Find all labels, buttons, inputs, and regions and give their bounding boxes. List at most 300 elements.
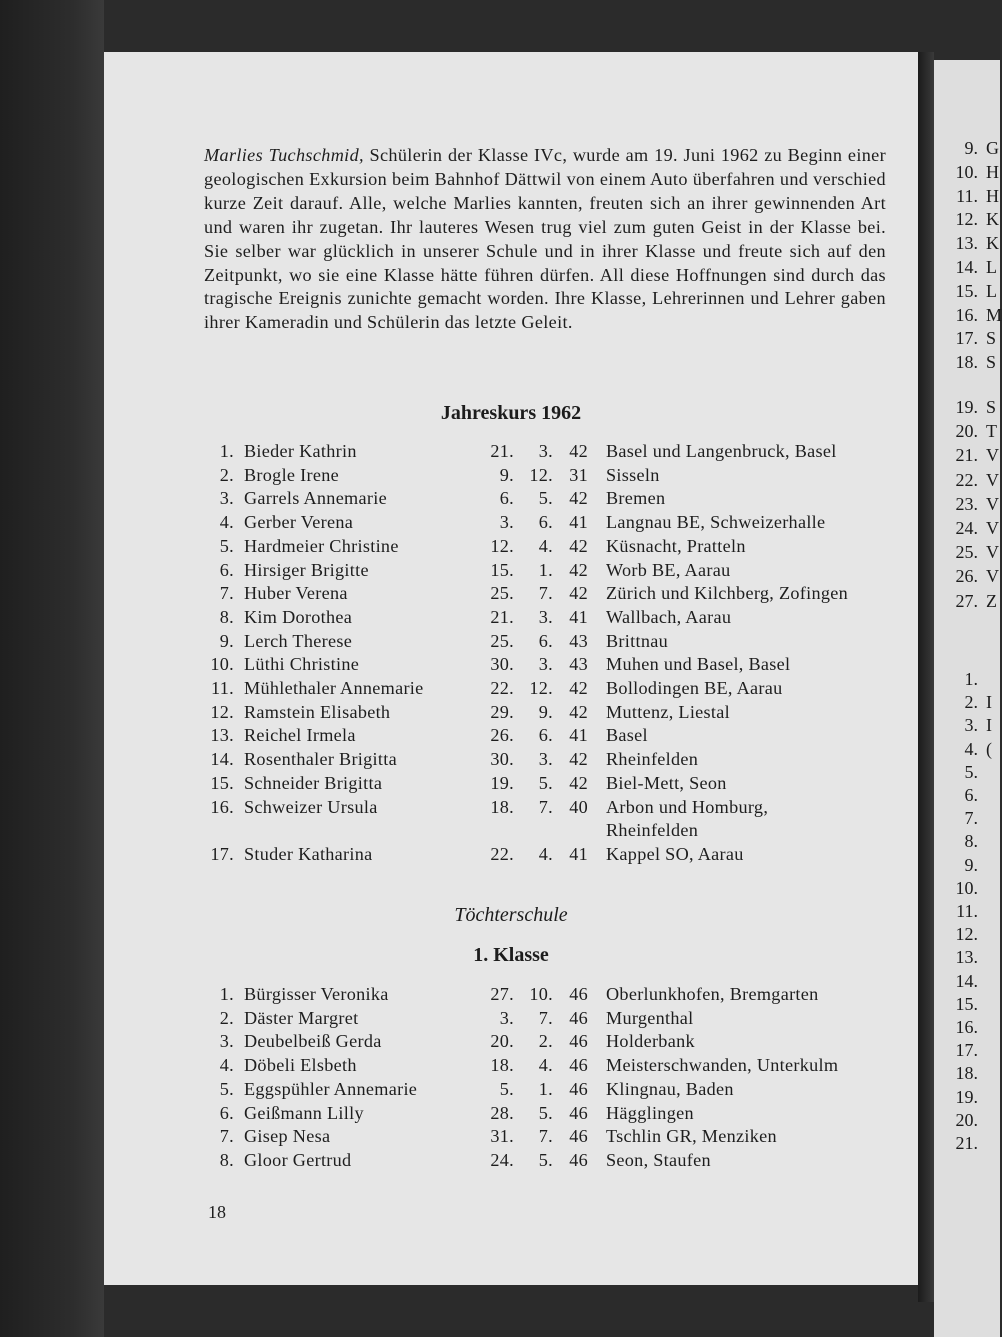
birth-day: 22. [490,843,514,864]
list-item [104,512,918,536]
birth-month: 4. [538,535,553,556]
facing-page-row [934,542,1000,566]
facing-entry-fragment: V [986,493,999,514]
facing-entry-fragment: I [986,692,992,713]
facing-entry-number: 27. [955,590,978,611]
facing-entry-number: 9. [964,138,978,158]
student-name: Reichel Irmela [244,725,356,746]
birth-month: 9. [538,701,553,722]
birth-day: 19. [490,772,514,793]
student-name: Garrels Annemarie [244,488,387,509]
birth-day: 30. [490,749,514,770]
birth-month: 1. [538,559,553,580]
facing-page-row [934,1110,1000,1134]
facing-entry-fragment: L [986,257,997,277]
facing-entry-number: 13. [955,233,978,254]
birth-day: 31. [490,1126,514,1147]
facing-page-fragment [934,60,1000,1337]
facing-page-row [934,591,1000,615]
place-of-origin: Küsnacht, Pratteln [606,535,746,556]
entry-number: 4. [219,512,234,533]
facing-entry-number: 19. [955,1086,978,1107]
entry-number: 11. [211,678,234,698]
birth-month: 6. [538,512,553,533]
birth-day: 25. [490,630,514,651]
facing-entry-number: 19. [955,397,978,417]
student-name: Bieder Kathrin [244,441,357,461]
birth-month: 12. [529,464,553,485]
facing-entry-number: 13. [955,947,978,968]
entry-number: 12. [210,701,234,722]
birth-year: 46 [569,1031,588,1052]
birth-day: 9. [499,464,514,485]
list-item [104,749,918,773]
entry-number: 4. [219,1055,234,1076]
student-name: Huber Verena [244,583,348,604]
entry-number: 2. [219,464,234,485]
student-name: Mühlethaler Annemarie [244,678,424,698]
list-item [104,1150,918,1174]
facing-page-row [934,1087,1000,1111]
student-name: Schneider Brigitta [244,772,383,793]
page-number: 18 [208,1202,226,1222]
facing-entry-number: 12. [955,924,978,945]
facing-entry-fragment: K [986,209,999,230]
facing-page-row [934,233,1000,257]
facing-page-row [934,470,1000,494]
birth-year: 42 [569,441,588,461]
facing-page-row [934,692,1000,716]
facing-entry-number: 24. [955,518,978,538]
facing-entry-number: 1. [964,669,978,689]
birth-month: 1. [538,1078,553,1099]
facing-page-row [934,421,1000,445]
facing-page-row [934,445,1000,469]
birth-day: 3. [499,1007,514,1028]
birth-day: 18. [490,1055,514,1076]
birth-month: 5. [538,772,553,793]
facing-entry-fragment: M [986,304,1002,325]
birth-year: 42 [569,772,588,793]
facing-entry-fragment [978,808,986,828]
facing-entry-number: 3. [964,715,978,736]
facing-page-row [934,328,1000,352]
entry-number: 15. [210,772,234,793]
facing-entry-number: 18. [955,352,978,373]
birth-year: 42 [569,488,588,509]
facing-entry-number: 21. [955,1133,978,1153]
birth-year: 42 [569,583,588,604]
student-name: Lüthi Christine [244,654,360,675]
student-name: Gisep Nesa [244,1126,331,1147]
birth-year: 41 [569,725,588,746]
entry-number: 2. [219,1007,234,1028]
facing-entry-fragment: S [986,397,997,417]
facing-page-row [934,924,1000,948]
student-name: Ramstein Elisabeth [244,701,391,722]
birth-month: 10. [529,984,553,1004]
facing-entry-fragment [978,878,986,898]
facing-entry-fragment [978,831,986,851]
facing-page-row [934,971,1000,995]
birth-year: 46 [569,1055,588,1076]
facing-page-row [934,739,1000,763]
facing-page-row [934,257,1000,281]
facing-entry-fragment: S [986,352,997,373]
section-heading-jahreskurs: Jahreskurs 1962 [440,402,582,424]
birth-day: 28. [490,1102,514,1123]
list-item [104,984,918,1008]
entry-number: 6. [219,1102,234,1123]
birth-month: 7. [538,583,553,604]
facing-page-row [934,994,1000,1018]
place-of-origin: Zürich und Kilchberg, Zofingen [606,583,849,604]
entry-number: 5. [219,1078,234,1099]
facing-entry-fragment [978,901,986,921]
list-item [104,631,918,655]
facing-entry-fragment: L [986,280,997,301]
student-name: Gloor Gertrud [244,1149,352,1170]
facing-page-row [934,138,1000,162]
entry-number: 6. [219,559,234,580]
facing-entry-number: 2. [964,692,978,713]
place-of-origin: Oberlunkhofen, Bremgarten [606,984,819,1004]
facing-entry-number: 7. [964,808,978,829]
facing-entry-number: 9. [964,854,978,875]
list-item [104,702,918,726]
list-item [104,773,918,797]
birth-year: 41 [569,843,588,864]
facing-page-row [934,518,1000,542]
birth-day: 15. [490,559,514,580]
facing-page-row [934,1063,1000,1087]
birth-month: 3. [538,654,553,675]
facing-entry-fragment: K [986,233,999,254]
subheading-klasse: 1. Klasse [473,944,549,966]
scan-background-left [0,0,104,1337]
birth-year: 43 [569,654,588,675]
facing-entry-fragment [978,971,986,991]
facing-entry-fragment [978,1040,986,1060]
birth-day: 27. [490,984,514,1004]
entry-number: 3. [219,1031,234,1052]
list-item [104,1103,918,1127]
place-of-origin: Arbon und Homburg, [606,796,769,817]
facing-entry-fragment [978,994,986,1014]
birth-day: 18. [490,796,514,817]
place-of-origin-continued: Rheinfelden [606,820,699,841]
birth-month: 6. [538,630,553,651]
birth-month: 3. [538,749,553,770]
birth-year: 46 [569,984,588,1004]
list-item [104,441,918,465]
facing-entry-fragment: V [986,445,999,466]
facing-entry-fragment [978,924,986,944]
birth-year: 46 [569,1126,588,1147]
birth-day: 22. [490,678,514,698]
list-item [104,725,918,749]
facing-page-row [934,901,1000,925]
entry-number: 1. [219,984,234,1004]
facing-entry-number: 15. [955,280,978,301]
facing-entry-number: 16. [955,1017,978,1037]
facing-page-row [934,1133,1000,1157]
facing-page-row [934,831,1000,855]
facing-entry-fragment [978,1017,986,1037]
birth-year: 42 [569,678,588,698]
place-of-origin: Murgenthal [606,1007,694,1028]
birth-day: 5. [499,1078,514,1099]
place-of-origin: Basel und Langenbruck, Basel [606,441,837,461]
list-item [104,1031,918,1055]
facing-page-row [934,878,1000,902]
facing-entry-number: 21. [955,445,978,466]
birth-year: 31 [569,464,588,485]
place-of-origin: Bremen [606,488,666,509]
student-name: Lerch Therese [244,630,353,651]
place-of-origin: Bollodingen BE, Aarau [606,678,783,698]
facing-entry-fragment: G [986,138,999,158]
entry-number: 3. [219,488,234,509]
list-item [104,797,918,821]
entry-number: 7. [219,1126,234,1147]
book-gutter [918,52,934,1302]
birth-day: 25. [490,583,514,604]
birth-year: 46 [569,1102,588,1123]
facing-entry-number: 10. [955,161,978,182]
birth-year: 41 [569,606,588,627]
list-item [104,678,918,702]
birth-month: 4. [538,1055,553,1076]
birth-month: 5. [538,1102,553,1123]
birth-day: 12. [490,535,514,556]
facing-page-row [934,808,1000,832]
student-name: Studer Katharina [244,843,373,864]
facing-entry-fragment [978,947,986,967]
student-name: Rosenthaler Brigitta [244,749,397,770]
facing-entry-number: 5. [964,761,978,782]
facing-entry-fragment: Z [986,590,997,611]
birth-year: 42 [569,749,588,770]
list-item [104,536,918,560]
birth-day: 21. [490,441,514,461]
facing-entry-number: 25. [955,542,978,563]
facing-page-row [934,162,1000,186]
student-name: Döbeli Elsbeth [244,1055,357,1076]
facing-entry-fragment: H [986,161,999,182]
student-name: Brogle Irene [244,464,339,485]
list-item [104,1055,918,1079]
place-of-origin: Wallbach, Aarau [606,606,732,627]
facing-entry-fragment [978,669,986,689]
facing-entry-number: 6. [964,785,978,805]
facing-entry-fragment [978,1133,986,1153]
student-name: Geißmann Lilly [244,1102,364,1123]
facing-entry-fragment: V [986,542,999,563]
birth-month: 3. [538,441,553,461]
student-name: Däster Margret [244,1007,359,1028]
student-name: Bürgisser Veronika [244,984,389,1004]
birth-day: 29. [490,701,514,722]
birth-year: 43 [569,630,588,651]
facing-entry-number: 26. [955,566,978,587]
place-of-origin: Meisterschwanden, Unterkulm [606,1055,839,1076]
entry-number: 13. [210,725,234,746]
facing-entry-fragment: I [986,715,992,736]
birth-day: 6. [499,488,514,509]
facing-entry-fragment: T [986,421,997,442]
facing-entry-number: 16. [955,304,978,325]
list-item [104,844,918,868]
facing-entry-fragment [978,1063,986,1083]
list-item [104,488,918,512]
list-item [104,1126,918,1150]
entry-number: 8. [219,1149,234,1170]
facing-page-row [934,715,1000,739]
facing-entry-fragment: V [986,566,999,587]
list-item [104,1008,918,1032]
birth-day: 3. [499,512,514,533]
facing-entry-fragment [978,1110,986,1130]
birth-month: 5. [538,488,553,509]
facing-entry-fragment [978,762,986,782]
list-item [104,560,918,584]
facing-entry-number: 8. [964,831,978,852]
facing-page-row [934,566,1000,590]
birth-year: 46 [569,1078,588,1099]
entry-number: 9. [219,630,234,651]
birth-month: 7. [538,1126,553,1147]
facing-entry-fragment: S [986,328,997,349]
birth-month: 12. [529,678,553,698]
birth-month: 7. [538,796,553,817]
place-of-origin: Tschlin GR, Menziken [606,1126,777,1147]
list-item [104,1079,918,1103]
facing-entry-number: 20. [955,1109,978,1130]
facing-entry-number: 20. [955,421,978,442]
birth-month: 2. [538,1031,553,1052]
obituary-name: Marlies Tuchschmid, [204,145,364,165]
birth-month: 6. [538,725,553,746]
facing-entry-number: 17. [955,1040,978,1061]
birth-month: 3. [538,606,553,627]
book-page [104,52,918,1285]
place-of-origin: Muhen und Basel, Basel [606,654,791,675]
facing-entry-number: 10. [955,877,978,898]
place-of-origin: Basel [606,725,648,746]
birth-year: 42 [569,535,588,556]
place-of-origin: Worb BE, Aarau [606,559,731,580]
birth-year: 46 [569,1007,588,1028]
facing-entry-number: 18. [955,1063,978,1084]
facing-page-row [934,855,1000,879]
birth-year: 42 [569,559,588,580]
entry-number: 17. [210,843,234,864]
facing-entry-number: 17. [955,328,978,349]
place-of-origin: Hägglingen [606,1102,694,1123]
facing-page-row [934,762,1000,786]
student-name: Hirsiger Brigitte [244,559,369,580]
facing-page-row [934,785,1000,809]
birth-month: 7. [538,1007,553,1028]
facing-page-row [934,305,1000,329]
entry-number: 10. [210,654,234,675]
place-of-origin: Brittnau [606,630,669,651]
facing-entry-number: 4. [964,738,978,759]
place-of-origin: Biel-Mett, Seon [606,772,727,793]
facing-entry-number: 23. [955,493,978,514]
facing-entry-number: 11. [956,901,978,921]
place-of-origin: Sisseln [606,464,660,485]
birth-year: 40 [569,796,588,817]
birth-day: 24. [490,1149,514,1170]
facing-entry-number: 14. [955,970,978,991]
place-of-origin: Muttenz, Liestal [606,701,730,722]
obituary-paragraph [204,144,886,335]
list-item [104,465,918,489]
facing-page-row [934,669,1000,693]
obituary-text: Schülerin der Klasse IVc, wurde am 19. Juni 1962 zu Beginn einer geologischen Exkursion beim Bahnhof Dättwil von einem Auto überfahren und verschied kurze Zeit darauf. Alle, welche Marlies kannten, freuten sich an ihrer gewinnenden Art und waren ihr zugetan. Ihr lauteres Wesen trug viel zum guten Geist in der Klasse bei. Sie selber war glücklich in unserer Schule und in ihrer Klasse und freute sich auf den Zeitpunkt, wo sie eine Klasse hätte führen dürfen. All diese Hoffnungen sind durch das tragische Ereignis zunichte gemacht worden. Ihre Klasse, Lehrerinnen und Lehrer gaben ihrer Kameradin und Schülerin das letzte Geleit. [204,145,886,333]
student-name: Kim Dorothea [244,606,353,627]
list-item [104,654,918,678]
facing-entry-fragment: H [986,185,999,206]
entry-number: 7. [219,583,234,604]
facing-page-row [934,494,1000,518]
entry-number: 8. [219,606,234,627]
facing-entry-number: 22. [955,469,978,490]
entry-number: 14. [210,749,234,770]
list-item-continuation [104,820,918,844]
entry-number: 16. [210,796,234,817]
facing-entry-number: 11. [956,185,978,206]
birth-year: 42 [569,701,588,722]
birth-year: 46 [569,1149,588,1170]
birth-year: 41 [569,512,588,533]
facing-entry-number: 15. [955,993,978,1014]
facing-entry-fragment [978,785,986,805]
list-item [104,607,918,631]
birth-month: 4. [538,843,553,864]
facing-page-row [934,1017,1000,1041]
place-of-origin: Langnau BE, Schweizerhalle [606,512,826,533]
facing-page-row [934,352,1000,376]
facing-entry-number: 12. [955,209,978,230]
student-name: Deubelbeiß Gerda [244,1031,382,1052]
student-name: Gerber Verena [244,512,354,533]
student-name: Hardmeier Christine [244,535,399,556]
place-of-origin: Rheinfelden [606,749,699,770]
place-of-origin: Kappel SO, Aarau [606,843,744,864]
student-name: Schweizer Ursula [244,796,378,817]
place-of-origin: Seon, Staufen [606,1149,711,1170]
facing-entry-fragment [978,855,986,875]
entry-number: 1. [219,441,234,461]
entry-number: 5. [219,535,234,556]
birth-day: 20. [490,1031,514,1052]
facing-entry-fragment: V [986,469,999,490]
birth-day: 30. [490,654,514,675]
facing-page-row [934,1040,1000,1064]
place-of-origin: Klingnau, Baden [606,1078,734,1099]
facing-entry-fragment: ( [986,738,992,759]
facing-entry-number: 14. [955,257,978,277]
facing-page-row [934,186,1000,210]
facing-page-row [934,397,1000,421]
facing-page-row [934,281,1000,305]
birth-day: 21. [490,606,514,627]
place-of-origin: Holderbank [606,1031,695,1052]
list-item [104,583,918,607]
